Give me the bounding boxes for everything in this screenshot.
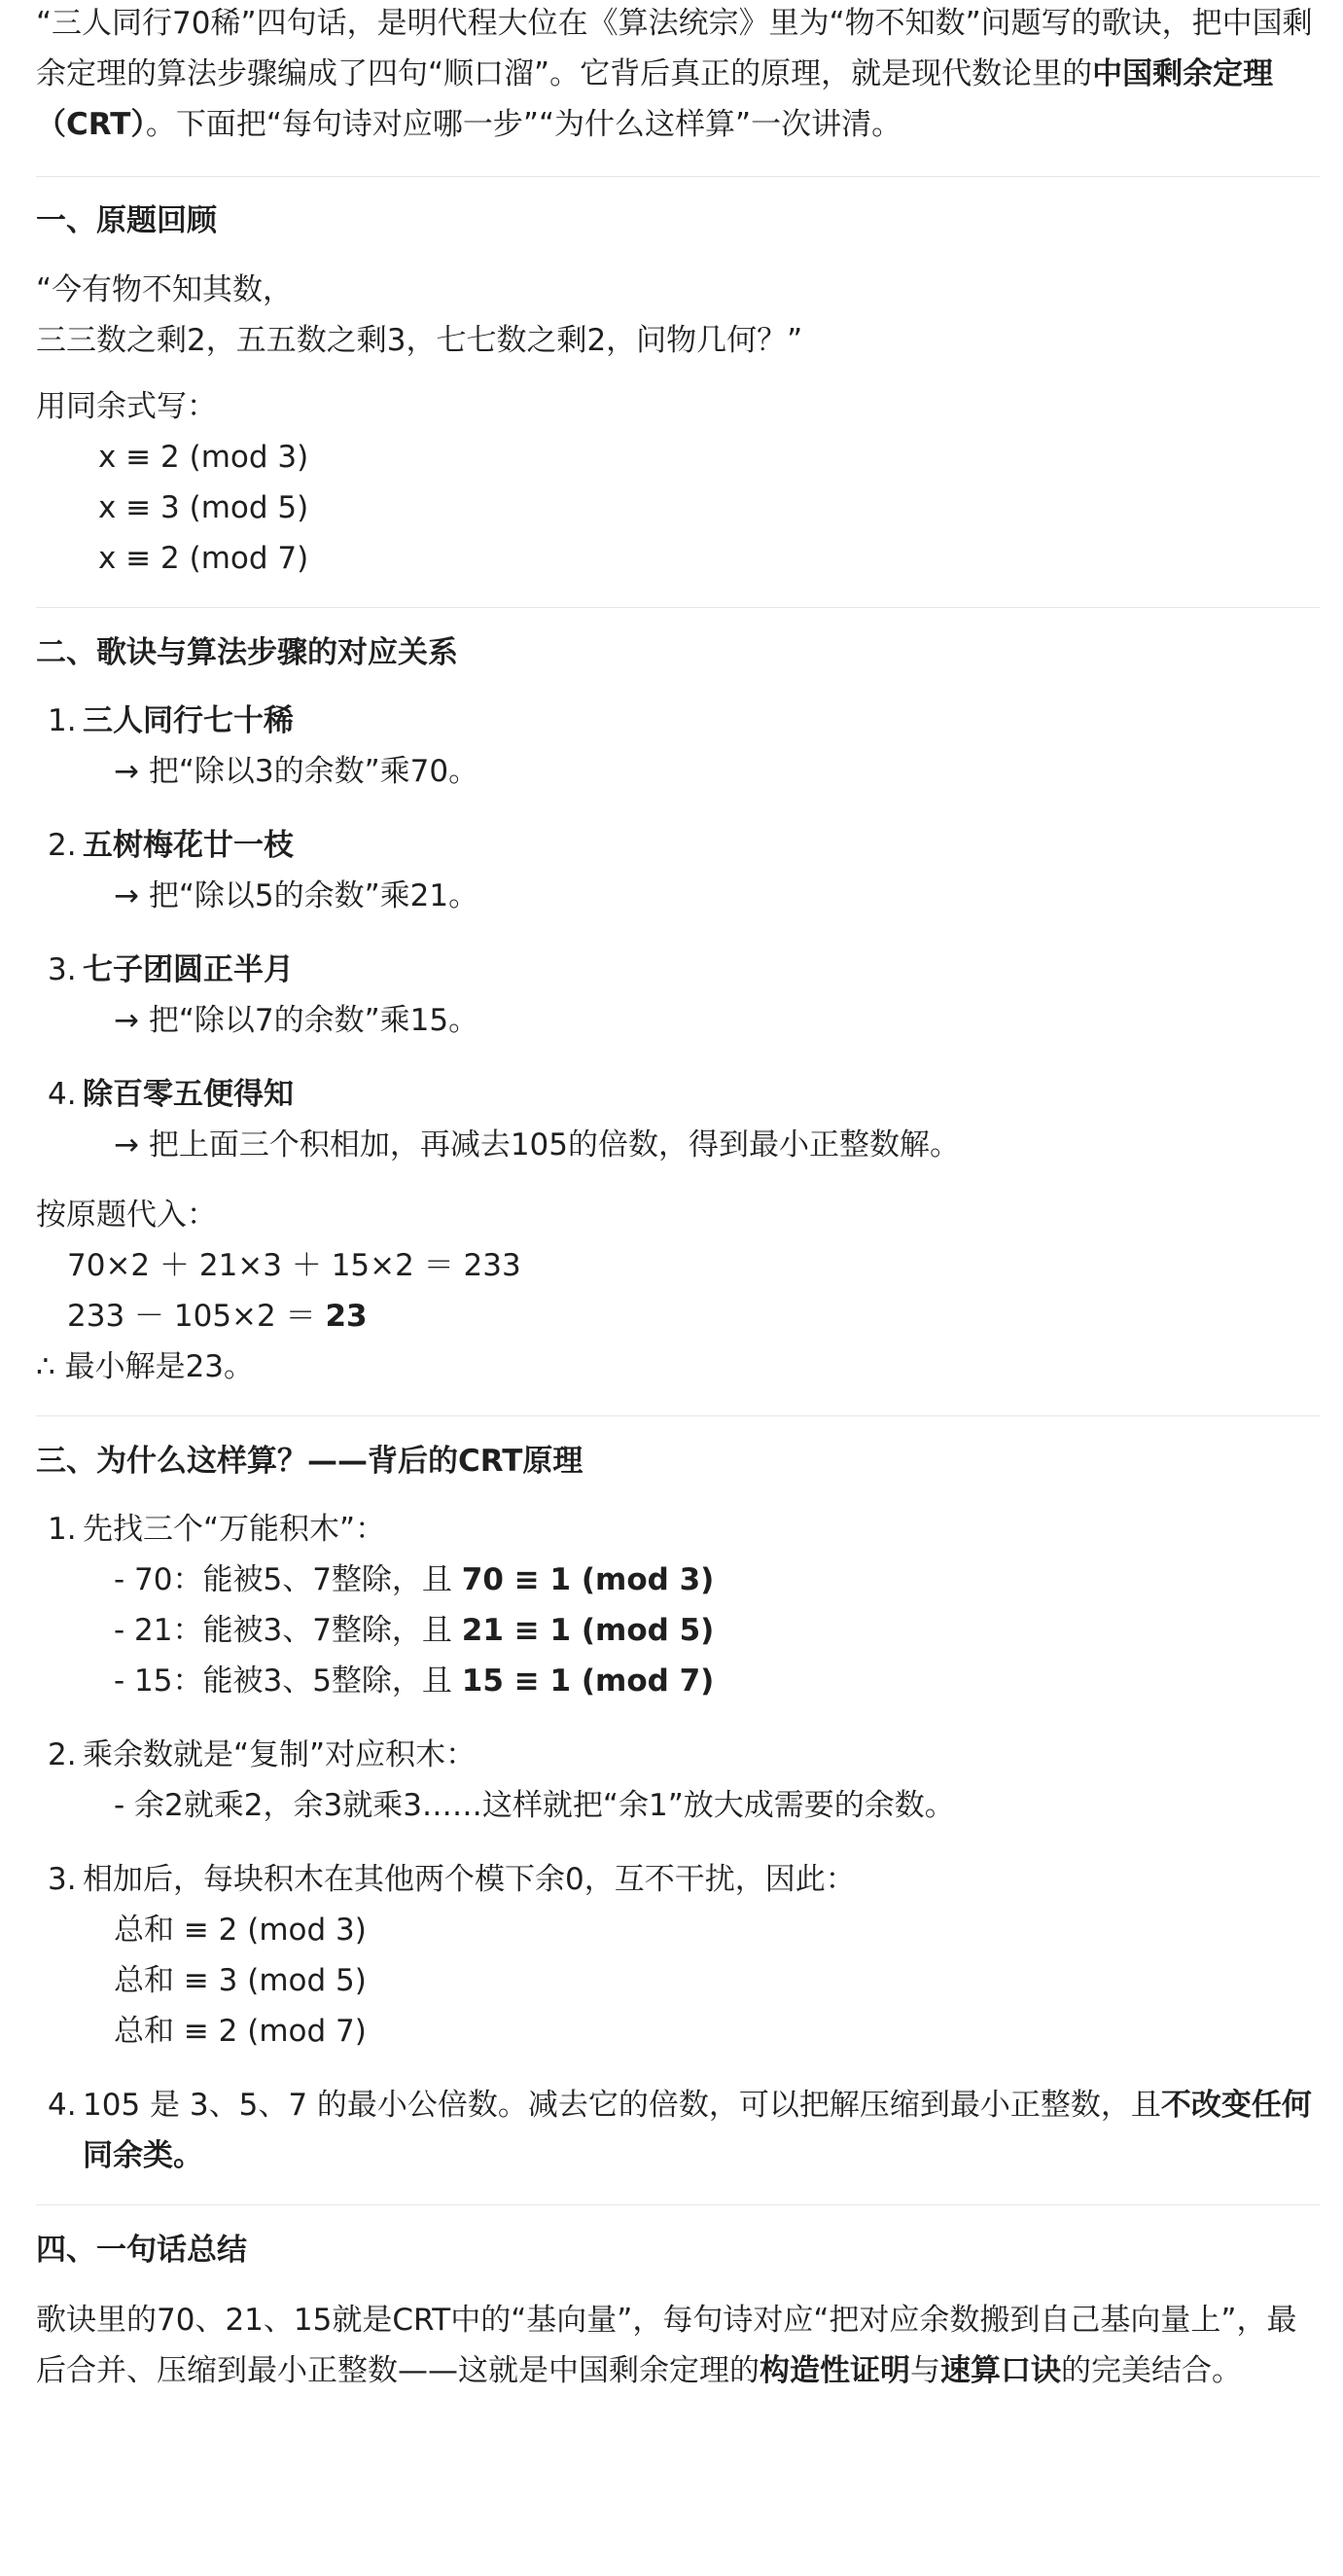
item-number: 2. [48,828,77,863]
section-1-title: 一、原题回顾 [36,203,217,238]
summary-paragraph [36,2295,1320,2396]
sub-bold: 15 ≡ 1 (mod 7) [461,1664,715,1699]
divider [36,2204,1320,2205]
document-body [36,0,1320,2396]
item-text: 105 是 3、5、7 的最小公倍数。减去它的倍数，可以把解压缩到最小正整数，且 [83,2088,1161,2123]
substitution-intro: 按原题代入： [36,1198,217,1233]
step-description: → 把“除以3的余数”乘70。 [114,754,479,789]
verse-step-list [36,696,1320,1170]
item-text: 先找三个“万能积木”： [83,1512,386,1547]
summary-bold: 构造性证明 [760,2353,910,2388]
step-description: → 把上面三个积相加，再减去105的倍数，得到最小正整数解。 [114,1127,960,1163]
congruence-eq: x ≡ 2 (mod 7) [98,541,309,576]
section-4-title: 四、一句话总结 [36,2233,247,2268]
calculation-line: 70×2 ＋ 21×3 ＋ 15×2 ＝ 233 [67,1248,521,1283]
sub-line: - 余2就乘2，余3就乘3……这样就把“余1”放大成需要的余数。 [114,1788,955,1823]
list-item [36,1730,1320,1831]
divider [36,607,1320,608]
summary-bold: 速算口诀 [940,2353,1061,2388]
summary-text: 歌诀里的70、21、15就是CRT中的“基向量”，每句诗对应“把对应余数搬到自己基向量上”，最后合并、压缩到最小正整数——这就是中国剩余定理的 [36,2303,1297,2388]
item-number: 1. [48,703,77,738]
item-number: 3. [48,952,77,987]
item-number: 4. [48,2088,77,2123]
calculation-result: 23 [325,1299,368,1334]
sub-text: - 70：能被5、7整除，且 [114,1562,462,1597]
intro-text-2: 。下面把“每句诗对应哪一步”“为什么这样算”一次讲清。 [145,107,902,142]
item-text: 乘余数就是“复制”对应积木： [83,1737,477,1772]
conclusion-text: ∴ 最小解是23。 [36,1349,255,1384]
quote-line-2: 三三数之剩2，五五数之剩3，七七数之剩2，问物几何？” [36,323,803,358]
step-description: → 把“除以5的余数”乘21。 [114,878,479,913]
divider [36,1415,1320,1416]
intro-text-1: “三人同行70稀”四句话，是明代程大位在《算法统宗》里为“物不知数”问题写的歌诀，把中国剩余定理的算法步骤编成了四句“顺口溜”。它背后真正的原理，就是现代数论里的 [36,6,1313,91]
congruence-list [36,432,1320,584]
congruence-intro: 用同余式写： [36,389,217,424]
problem-quote [36,265,1320,366]
sum-congruence: 总和 ≡ 2 (mod 3) [114,1913,367,1948]
item-number: 3. [48,1862,77,1897]
section-3-title: 三、为什么这样算？——背后的CRT原理 [36,1444,583,1479]
verse-line: 三人同行七十稀 [83,703,294,738]
intro-bold-crt: 中国剩余定理（CRT） [36,56,1274,142]
summary-text: 的完美结合。 [1061,2353,1242,2388]
verse-line: 七子团圆正半月 [83,952,294,987]
divider [36,176,1320,177]
sum-congruence: 总和 ≡ 2 (mod 7) [114,2014,367,2049]
intro-paragraph [36,0,1320,150]
verse-line: 除百零五便得知 [83,1077,294,1112]
section-2-title: 二、歌诀与算法步骤的对应关系 [36,635,458,670]
sub-bold: 21 ≡ 1 (mod 5) [461,1613,715,1648]
list-item [36,2080,1320,2181]
principle-list [36,1504,1320,2181]
item-number: 4. [48,1077,77,1112]
summary-text: 与 [910,2353,940,2388]
calculation-line [67,1291,1320,1342]
congruence-eq: x ≡ 3 (mod 5) [98,490,309,525]
list-item [36,820,1320,921]
item-text: 相加后，每块积木在其他两个模下余0，互不干扰，因此： [83,1862,856,1897]
sub-bold: 70 ≡ 1 (mod 3) [461,1562,715,1597]
list-item [36,1504,1320,1706]
item-bold: 不改变任何同余类。 [83,2088,1312,2173]
sub-line [83,1656,1320,1706]
sub-text: - 21：能被3、7整除，且 [114,1613,462,1648]
item-number: 1. [48,1512,77,1547]
verse-line: 五树梅花廿一枝 [83,828,294,863]
list-item [36,1854,1320,2057]
item-number: 2. [48,1737,77,1772]
calculation-text: 233 － 105×2 ＝ [67,1299,326,1334]
congruence-eq: x ≡ 2 (mod 3) [98,440,309,475]
list-item [36,945,1320,1046]
list-item [36,696,1320,797]
sub-line [83,1555,1320,1605]
sub-text: - 15：能被3、5整除，且 [114,1664,462,1699]
list-item [36,1069,1320,1170]
quote-line-1: “今有物不知其数， [36,272,294,307]
step-description: → 把“除以7的余数”乘15。 [114,1003,479,1038]
sum-congruence: 总和 ≡ 3 (mod 5) [114,1963,367,1998]
calculation-block [36,1240,1320,1342]
sub-line [83,1605,1320,1656]
